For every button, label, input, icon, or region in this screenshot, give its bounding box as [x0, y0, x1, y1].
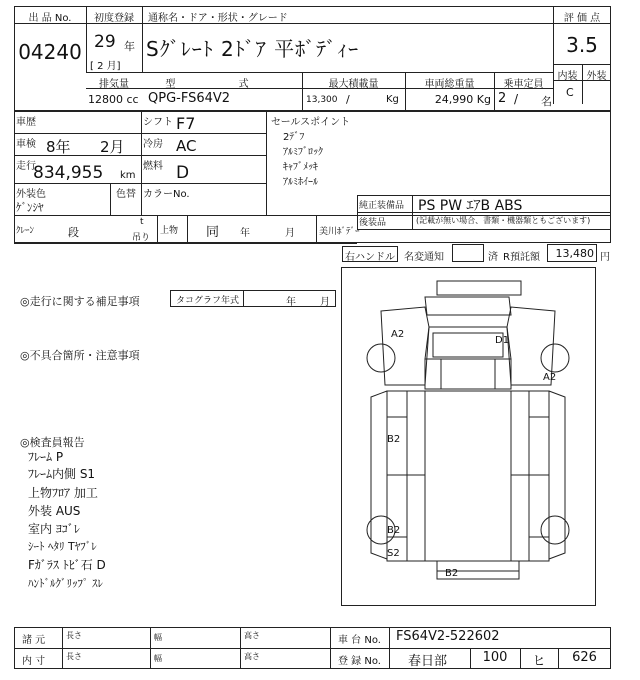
lot-label: 出 品 No.: [28, 13, 72, 24]
damage-mark: B2: [387, 434, 401, 445]
crane-ton: t: [140, 217, 144, 227]
gross-weight-label: 車両総重量: [424, 79, 475, 90]
max-load-unit: Kg: [386, 94, 399, 105]
sales-point-1: 2ﾃﾞﾌ: [283, 132, 305, 143]
damage-mark: A2: [391, 329, 405, 340]
damage-mark: S2: [387, 548, 400, 559]
crane-label: ｸﾚｰﾝ: [16, 226, 35, 236]
first-reg-year-unit: 年: [124, 40, 135, 53]
registration-class: 100: [482, 650, 508, 665]
ac-label: 冷房: [143, 139, 163, 150]
max-load-value: 13,300: [306, 95, 338, 105]
upper-year: 年: [240, 228, 250, 239]
sales-point-4: ｱﾙﾐﾎｲｰﾙ: [283, 177, 318, 188]
inspector-item-3: 上物ﾌﾛｱ 加工: [28, 486, 98, 500]
change-notice-box: [452, 244, 484, 262]
chassis-label: 車 台 No.: [338, 635, 381, 646]
capacity-label: 乗車定員: [503, 79, 544, 90]
inspector-item-5: 室内 ﾖｺﾞﾚ: [28, 522, 80, 536]
first-reg-month: [ 2 月]: [90, 61, 121, 72]
paid-label: 済: [488, 252, 498, 263]
driving-notes-label: ◎走行に関する補足事項: [20, 295, 140, 308]
inspector-report-label: ◎検査員報告: [20, 436, 85, 449]
score-value: 3.5: [566, 33, 598, 57]
capacity-slash: /: [514, 92, 519, 106]
exterior-label: 外装: [586, 71, 607, 82]
ext-color-label: 外装色: [16, 189, 46, 200]
fuel-label: 燃料: [143, 161, 163, 172]
model-code: QPG-FS64V2: [148, 91, 231, 106]
inner-height-label: 高さ: [244, 652, 260, 661]
truck-diagram: [341, 267, 596, 606]
chassis-value: FS64V2-522602: [396, 629, 500, 644]
max-load-slash: /: [346, 93, 350, 106]
capacity-value: 2: [498, 91, 507, 106]
spec-height-label: 高さ: [244, 631, 260, 640]
aftermarket-note: (記載が無い場合、書類・機器類ともございます): [416, 216, 591, 225]
model-label: 通称名・ドア・形状・グレード: [148, 13, 288, 24]
first-reg-label: 初度登録: [94, 13, 134, 24]
registration-number: 626: [572, 650, 597, 665]
registration-place: 春日部: [408, 654, 448, 669]
interior-grade: C: [566, 86, 574, 99]
ac-value: AC: [176, 137, 197, 155]
inspector-item-8: ﾊﾝﾄﾞﾙｸﾞﾘｯﾌﾟ ｽﾚ: [28, 577, 103, 590]
tachograph-label: タコグラフ年式: [176, 296, 240, 306]
inspection-month: 2月: [100, 138, 125, 156]
shift-value: F7: [176, 114, 196, 133]
mileage-unit: km: [120, 170, 136, 181]
score-label: 評 価 点: [563, 13, 601, 24]
spec-label: 諸 元: [22, 635, 46, 646]
registration-kana: ヒ: [532, 654, 546, 669]
change-notice-label: 名変通知: [404, 252, 444, 263]
lot-number: 04240: [18, 40, 82, 64]
genuine-equipment-label: 純正装備品: [359, 201, 405, 211]
sales-points-label: セールスポイント: [271, 117, 351, 128]
type-label: 型 式: [165, 79, 279, 90]
inner-width-label: 幅: [154, 654, 162, 663]
fuel-value: D: [176, 163, 190, 183]
displacement-label: 排気量: [99, 79, 129, 90]
inspector-item-1: ﾌﾚｰﾑ P: [28, 450, 64, 464]
recycle-unit: 円: [600, 252, 610, 263]
damage-mark: D1: [495, 335, 510, 346]
mileage-label: 走行: [16, 161, 36, 172]
inspector-item-7: Fｶﾞﾗｽ ﾄﾋﾞ石 D: [28, 558, 106, 572]
inspector-item-2: ﾌﾚｰﾑ内側 S1: [28, 467, 96, 481]
damage-mark: B2: [445, 568, 459, 579]
history-label: 車歴: [16, 117, 36, 128]
upper-month: 月: [285, 228, 295, 239]
inner-length-label: 長さ: [66, 652, 82, 661]
recycle-value: 13,480: [555, 247, 594, 260]
registration-label: 登 録 No.: [338, 656, 381, 667]
crane-stage: 段: [68, 226, 79, 239]
aftermarket-label: 後装品: [359, 218, 387, 228]
shift-label: シフト: [143, 117, 173, 128]
displacement-value: 12800 cc: [88, 93, 139, 106]
tachograph-box: [170, 290, 336, 307]
model-name: Sｸﾞﾚｰﾄ 2ﾄﾞｱ 平ﾎﾞﾃﾞｨｰ: [146, 37, 360, 61]
sales-point-2: ｱﾙﾐﾌﾞﾛｯｸ: [283, 147, 323, 158]
recycle-label: R預託額: [503, 252, 540, 263]
damage-mark: A2: [543, 372, 557, 383]
inspector-item-6: ｼｰﾄ ﾍﾀﾘ Tﾔﾌﾞﾚ: [28, 540, 97, 553]
tachograph-month: 月: [320, 297, 330, 308]
defects-label: ◎不具合箇所・注意事項: [20, 349, 140, 362]
color-change-label: 色替: [116, 189, 136, 200]
spec-length-label: 長さ: [66, 631, 82, 640]
capacity-unit: 名: [541, 95, 552, 108]
crane-lift: 吊り: [132, 233, 151, 243]
inspector-item-4: 外装 AUS: [28, 504, 81, 518]
interior-label: 内装: [557, 71, 578, 82]
tachograph-year: 年: [286, 297, 296, 308]
damage-mark: B2: [387, 525, 401, 536]
upper-maker: 美川ﾎﾞﾃﾞｰ: [319, 227, 360, 237]
gross-weight-value: 24,990 Kg: [434, 93, 491, 106]
color-no-label: カラーNo.: [143, 189, 190, 200]
inner-label: 内 寸: [22, 656, 46, 667]
inspection-year: 8年: [46, 138, 71, 156]
first-reg-year: 29: [94, 32, 116, 52]
spec-width-label: 幅: [154, 633, 162, 642]
ext-color-value: ｹﾞﾝｼﾔ: [16, 201, 44, 214]
rhd-label: 右ハンドル: [345, 252, 395, 263]
upper-same: 同: [206, 225, 220, 240]
upper-label: 上物: [160, 226, 179, 236]
genuine-equipment-value: PS PW ｴｱB ABS: [418, 198, 523, 214]
inspection-label: 車検: [16, 139, 36, 150]
mileage-value: 834,955: [33, 163, 104, 183]
sales-point-3: ｷｬﾌﾞﾒｯｷ: [283, 162, 318, 173]
max-load-label: 最大積載量: [328, 79, 379, 90]
